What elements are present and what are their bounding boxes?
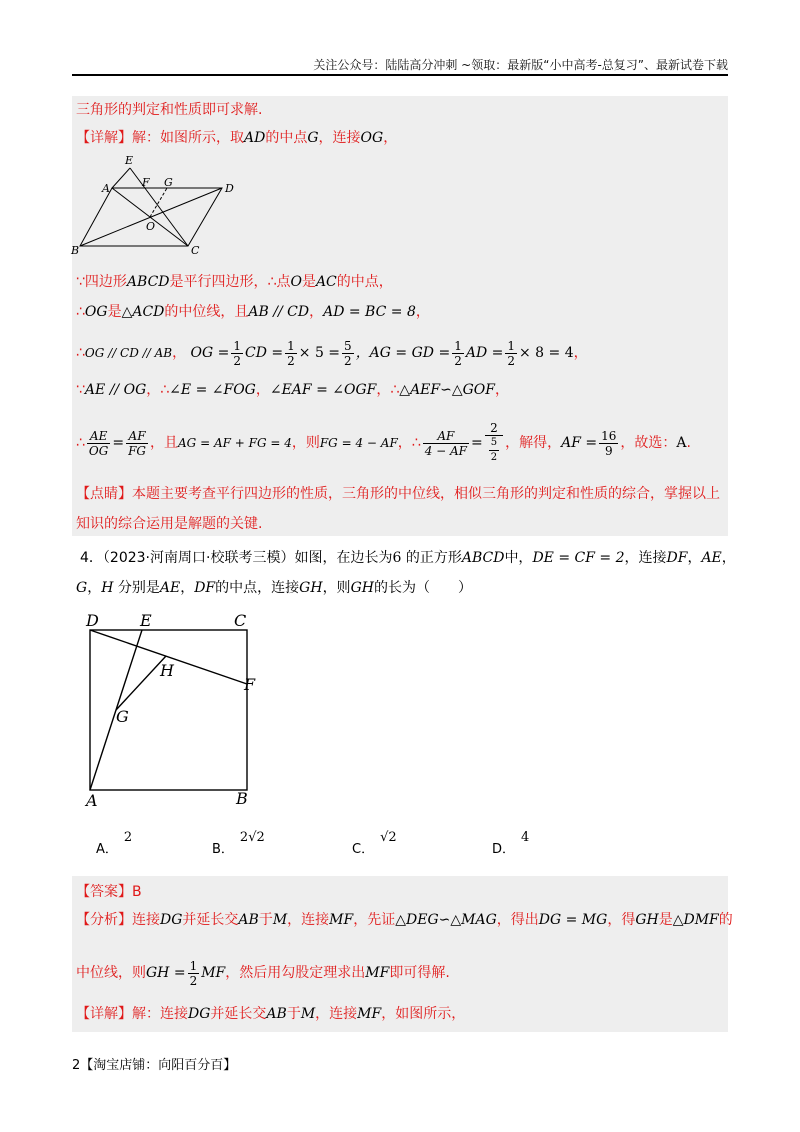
prev-line3: ∵四边形ABCD是平行四边形，∴点O是AC的中点，	[76, 274, 393, 290]
prev-point-line2: 知识的综合运用是解题的关键.	[76, 516, 263, 532]
label-c: C	[234, 611, 247, 630]
label-b: B	[236, 789, 248, 808]
label-f: F	[244, 675, 256, 694]
segment-gh	[116, 656, 166, 710]
detail-line: 【详解】解：连接DG并延长交AB于M，连接MF，如图所示，	[76, 1006, 466, 1022]
answer-line: 【答案】B	[76, 884, 142, 900]
page-footer	[72, 1054, 236, 1073]
segment-ae	[112, 168, 130, 188]
parallelogram-figure	[70, 150, 250, 260]
segment-og-dashed	[150, 188, 167, 217]
label-d: D	[225, 182, 234, 195]
label-d: D	[86, 611, 99, 630]
label-h: H	[160, 661, 174, 680]
footer-shop: 【淘宝店铺：向阳百分百】	[80, 1058, 237, 1073]
label-c: C	[191, 244, 200, 257]
option-a[interactable]: A．2	[96, 830, 133, 857]
label-e: E	[140, 611, 152, 630]
prev-point-line1: 【点睛】本题主要考查平行四边形的性质，三角形的中位线，相似三角形的判定和性质的综合，掌握以上	[76, 486, 720, 502]
square-abcd	[90, 630, 247, 790]
analysis-line1: 【分析】连接DG并延长交AB于M，连接MF，先证△DEG∽△MAG，得出DG = MG，得GH是△DMF的	[76, 912, 733, 928]
label-a: A	[86, 791, 98, 810]
label-g: G	[164, 176, 173, 189]
prev-line4: ∴OG是△ACD的中位线，且AB // CD，AD = BC = 8，	[76, 304, 430, 320]
option-b[interactable]: B．2√2	[212, 830, 265, 857]
page-number: 2	[72, 1058, 81, 1073]
label-g: G	[116, 707, 129, 726]
label-f: F	[142, 176, 150, 189]
prev-line5: ∴OG // CD // AB， OG = $\frac{1}{2}$ CD = $\frac{1}{2}$ × 5 = $\frac{5}{2}$ ，AG = GD = $\frac{1}{2}$ AD = $\frac{1}{2}$ × 8 = 4，	[76, 338, 588, 368]
option-d[interactable]: D．4	[492, 830, 530, 857]
label-b: B	[71, 244, 80, 257]
page-header: 关注公众号：陆陆高分冲刺 ~领取：最新版“小中高考-总复习”、最新试卷下载	[313, 58, 728, 72]
header-rule	[72, 74, 728, 76]
prev-line7: ∴ $\frac{AE}{OG}$ = $\frac{AF}{FG}$ ，且AG = AF + FG = 4，则FG = 4 − AF，∴ $\frac{AF}{4 - AF}$ = $\frac{2}{\frac{5}{2}}$ ，解得，AF = $\frac{16}{9}$ ，故选：A.	[76, 421, 691, 463]
prev-line6: ∵AE // OG，∴∠E = ∠FOG，∠EAF = ∠OGF，∴△AEF∽△GOF，	[76, 382, 509, 398]
analysis-line2: 中位线，则GH = $\frac{1}{2}$ MF，然后用勾股定理求出MF即可得解.	[76, 958, 450, 988]
option-c[interactable]: C．√2	[352, 830, 397, 857]
square-figure	[80, 610, 270, 810]
prev-detail-line: 【详解】解：如图所示，取AD的中点G，连接OG，	[76, 130, 398, 146]
segment-ec	[130, 168, 188, 246]
question-line1: 4．（2023·河南周口·校联考三模）如图，在边长为6 的正方形ABCD中，DE = CF = 2，连接DF，AE，	[80, 550, 736, 566]
label-o: O	[146, 220, 156, 233]
label-e: E	[125, 154, 134, 167]
prev-solution-line1: 三角形的判定和性质即可求解.	[76, 102, 263, 118]
label-a: A	[102, 182, 110, 195]
question-line2: G，H 分别是AE，DF的中点，连接GH，则GH的长为（ ）	[76, 580, 472, 596]
